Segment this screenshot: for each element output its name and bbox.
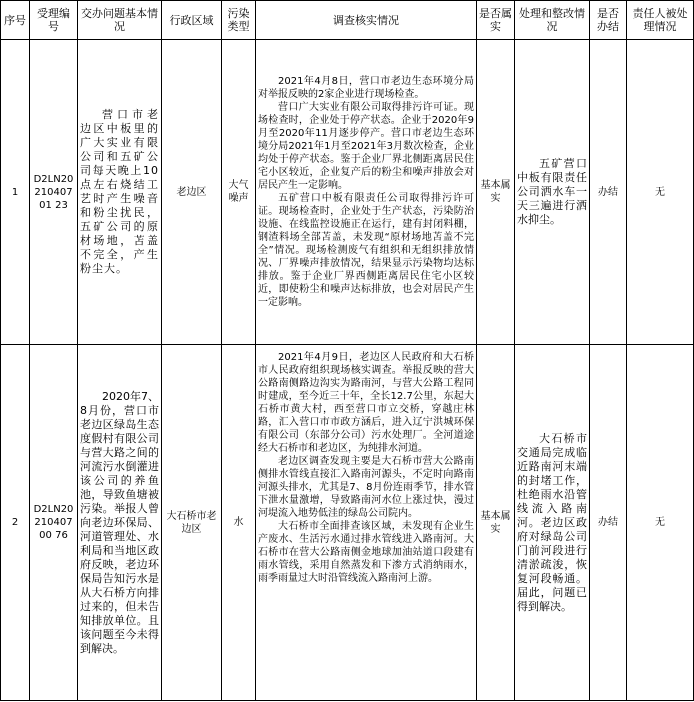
verified-status: 基本属实 — [477, 345, 515, 701]
pollution-type: 大气噪声 — [222, 40, 256, 345]
issue-description: 2020年7、8月份，营口市老边区绿岛生态度假村有限公司与营大路之间的河流污水倒灌进该公司的养鱼池，导致鱼塘被污染。举报人曾向老边环保局、河道管理处、水利局和当地区政府反映，老边环保局告知污水是从大石桥方向排过来的，但未告知排放单位。且该问题至今未得到解决。 — [78, 345, 162, 701]
verified-status: 基本属实 — [477, 40, 515, 345]
header-case-id: 受理编号 — [30, 1, 78, 40]
header-accountability: 责任人被处理情况 — [627, 1, 694, 40]
region: 老边区 — [162, 40, 222, 345]
investigation-paragraph: 2021年4月8日，营口市老边生态环境分局对举报反映的2家企业进行现场检查。 — [258, 76, 474, 100]
accountability: 无 — [627, 40, 694, 345]
closed-status: 办结 — [590, 345, 627, 701]
header-region: 行政区域 — [162, 1, 222, 40]
pollution-type: 水 — [222, 345, 256, 701]
accountability: 无 — [627, 345, 694, 701]
closed-status: 办结 — [590, 40, 627, 345]
issue-description: 营口市老边区中板里的广大实业有限公司和五矿公司每天晚上10点左右烧结工艺时产生噪音和粉尘扰民，五矿公司的原材场地，苫盖不完全，产生粉尘大。 — [78, 40, 162, 345]
header-row — [1, 1, 694, 40]
header-no: 序号 — [1, 1, 30, 40]
header-investigation: 调查核实情况 — [256, 1, 477, 40]
investigation-paragraph: 2021年4月9日，老边区人民政府和大石桥市人民政府组织现场核实调查。举报反映的营大公路南侧路边沟实为路南河，与营大公路工程同时建成，至今近三十年，全长12.7公里，东起大石桥市黄大村，西至营口市立交桥，穿越庄林路，汇入营口市市政方涵后，进入辽宁洪城环保有限公司（东部分公司）污水处理厂。全河道途经大石桥市和老边区，为纯排水河道。 — [258, 352, 474, 454]
investigation-details — [256, 345, 477, 701]
case-id: D2LN2021040701 23 — [30, 40, 78, 345]
row-no: 2 — [1, 345, 30, 701]
header-issue: 交办问题基本情况 — [78, 1, 162, 40]
handling-details: 大石桥市交通局完成临近路南河末端的封堵工作，杜绝雨水沿管线流入路南河。老边区政府对绿岛公司门前河段进行清淤疏浚，恢复河段畅通。届此，问题已得到解决。 — [515, 345, 590, 701]
investigation-paragraph: 五矿营口中板有限责任公司取得排污许可证。现场检查时，企业处于生产状态，污染防治设施、在线监控设施正在运行，建有封闭料棚，钢渣料场全部苫盖，未发现“原材场地苫盖不完全”情况。现场检测废气有组织和无组织排放情况、厂界噪声排放情况，结果显示污染物均达标排放。鉴于企业厂界西侧距离居民住宅小区较近，即使粉尘和噪声达标排放，也会对居民产生一定影响。 — [258, 193, 474, 308]
investigation-details — [256, 40, 477, 345]
header-closed: 是否办结 — [590, 1, 627, 40]
case-id: D2LN2021040700 76 — [30, 345, 78, 701]
header-handling: 处理和整改情况 — [515, 1, 590, 40]
table-row — [1, 345, 694, 701]
row-no: 1 — [1, 40, 30, 345]
header-verified: 是否属实 — [477, 1, 515, 40]
header-pollution: 污染类型 — [222, 1, 256, 40]
handling-details: 五矿营口中板有限责任公司洒水车一天三遍进行洒水抑尘。 — [515, 40, 590, 345]
investigation-paragraph: 老边区调查发现主要是大石桥市营大公路南侧排水管线直接汇入路南河源头，不定时向路南河源头排水，尤其是7、8月份连雨季节，排水管下泄水量激增，导致路南河水位上涨过快，漫过河堤流入地势低洼的绿岛公司院内。 — [258, 456, 474, 519]
investigation-paragraph: 营口广大实业有限公司取得排污许可证。现场检查时，企业处于停产状态。企业于2020年9月至2020年11月逐步停产。营口市老边生态环境分局2021年1月至2021年3月数次检查，企业均处于停产状态。鉴于企业厂界北侧距离居民住宅小区较近，企业复产后的粉尘和噪声排放会对居民产生一定影响。 — [258, 102, 474, 191]
investigation-paragraph: 大石桥市全面排查该区域，未发现有企业生产废水、生活污水通过排水管线进入路南河。大石桥市在营大公路南侧金地球加油站道口段建有雨水管线，采用自然蒸发和下渗方式消纳雨水，雨季雨量过大时沿管线流入路南河上游。 — [258, 521, 474, 584]
region: 大石桥市老边区 — [162, 345, 222, 701]
table-row — [1, 40, 694, 345]
